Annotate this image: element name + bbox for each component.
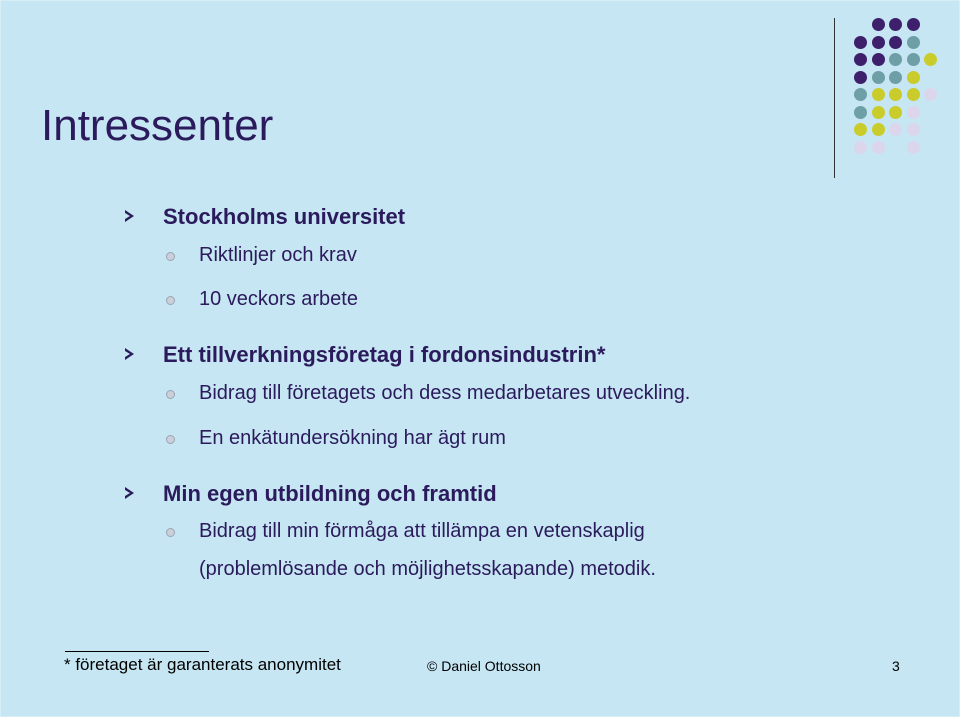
decorative-dot <box>889 123 902 136</box>
sub-bullet-text: Riktlinjer och krav <box>199 244 357 266</box>
decorative-dot <box>854 36 867 49</box>
decorative-dot <box>907 141 920 154</box>
arrow-bullet-icon <box>125 487 134 499</box>
footnote: * företaget är garanterats anonymitet <box>64 655 341 674</box>
decorative-dot <box>872 106 885 119</box>
decorative-dot <box>907 71 920 84</box>
decorative-dot <box>854 106 867 119</box>
arrow-bullet-icon <box>125 210 134 222</box>
decorative-dot <box>889 18 902 31</box>
decorative-dot <box>889 53 902 66</box>
decorative-dot <box>854 88 867 101</box>
bullet-text: Ett tillverkningsföretag i fordonsindustrin* <box>163 342 606 367</box>
decorative-dot <box>907 106 920 119</box>
decorative-dot <box>872 141 885 154</box>
decorative-dot <box>872 36 885 49</box>
sub-bullet-text: 10 veckors arbete <box>199 288 358 310</box>
decorative-dot <box>854 123 867 136</box>
decorative-dot <box>907 18 920 31</box>
sub-bullet-text: Bidrag till företagets och dess medarbetares utveckling. <box>199 382 691 404</box>
sub-bullet-text: En enkätundersökning har ägt rum <box>199 427 506 449</box>
page-number: 3 <box>892 658 900 674</box>
decorative-dot <box>907 123 920 136</box>
decorative-dot <box>872 123 885 136</box>
decorative-dot <box>872 88 885 101</box>
decorative-dot <box>924 53 937 66</box>
decorative-vertical-line <box>834 18 835 178</box>
sub-bullet-continuation: (problemlösande och möjlighetsskapande) metodik. <box>199 558 656 580</box>
decorative-dot <box>889 106 902 119</box>
bullet-text: Min egen utbildning och framtid <box>163 481 497 506</box>
decorative-dot <box>924 88 937 101</box>
decorative-dot <box>889 71 902 84</box>
bullet-text: Stockholms universitet <box>163 204 406 229</box>
decorative-dot <box>907 36 920 49</box>
decorative-dot <box>907 88 920 101</box>
decorative-dot <box>872 18 885 31</box>
disc-bullet-icon <box>166 296 175 305</box>
footnote-rule <box>65 651 209 652</box>
decorative-dot <box>854 53 867 66</box>
copyright: © Daniel Ottosson <box>427 658 541 674</box>
decorative-dot <box>907 53 920 66</box>
decorative-dot <box>889 88 902 101</box>
disc-bullet-icon <box>166 435 175 444</box>
disc-bullet-icon <box>166 252 175 261</box>
disc-bullet-icon <box>166 528 175 537</box>
arrow-bullet-icon <box>125 348 134 360</box>
decorative-dot <box>872 71 885 84</box>
decorative-dot <box>854 71 867 84</box>
decorative-dot <box>889 36 902 49</box>
decorative-dot <box>854 141 867 154</box>
decorative-dot-grid <box>851 15 941 155</box>
disc-bullet-icon <box>166 390 175 399</box>
slide-title: Intressenter <box>41 101 274 150</box>
decorative-dot <box>872 53 885 66</box>
sub-bullet-text: Bidrag till min förmåga att tillämpa en vetenskaplig <box>199 520 645 542</box>
